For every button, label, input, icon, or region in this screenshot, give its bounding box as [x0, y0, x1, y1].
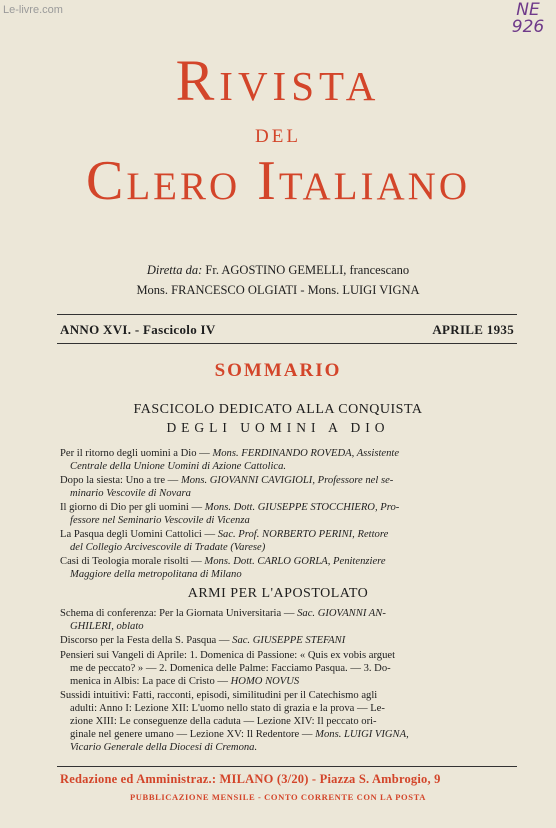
handwritten-note: [503, 2, 553, 36]
issue-line: [60, 322, 514, 338]
masthead: [0, 50, 556, 212]
entry-continuation: zione XIII: Le conseguenze della caduta — Lezione XIV: Il peccato ori-: [70, 716, 377, 727]
entry-continuation: me de peccato? » — 2. Domenica delle Palme: Facciamo Pasqua. — 3. Do-: [70, 663, 391, 674]
entry-continuation: Maggiore della metropolitana di Milano: [70, 569, 242, 580]
directors-line1: [0, 260, 556, 280]
section1-heading-line2: DEGLI UOMINI A DIO: [166, 420, 390, 435]
section2-heading: ARMI PER L'APOSTOLATO: [187, 586, 369, 601]
issue-date: APRILE 1935: [432, 322, 514, 337]
entry-title: Schema di conferenza: Per la Giornata Universitaria —: [60, 608, 295, 619]
entry-continuation: minario Vescovile di Novara: [70, 488, 191, 499]
toc-entry: [60, 555, 498, 581]
entry-continuation: del Collegio Arcivescovile di Tradate (Varese): [70, 542, 266, 553]
entry-title: Pensieri sui Vangeli di Aprile: 1. Domenica di Passione: « Quis ex vobis arguet: [60, 650, 396, 661]
entry-continuation: adulti: Anno I: Lezione XII: L'uomo nello stato di grazia e la prova — Le-: [70, 703, 385, 714]
toc-entry: [60, 607, 498, 633]
directors-lead: Diretta da:: [146, 263, 203, 277]
toc-entry: [60, 447, 498, 473]
entry-author: Mons. Dott. CARLO GORLA, Penitenziere: [204, 556, 386, 567]
watermark: Le-livre.com: [3, 4, 63, 16]
toc-entry: [60, 689, 498, 754]
entry-author: Mons. Dott. GIUSEPPE STOCCHIERO, Pro-: [204, 502, 400, 513]
directors-line1-rest: Fr. AGOSTINO GEMELLI, francescano: [205, 263, 410, 277]
entry-title: Casi di Teologia morale risolti —: [60, 556, 202, 567]
section1-heading-line1: FASCICOLO DEDICATO ALLA CONQUISTA: [133, 402, 423, 417]
entry-author: Sac. GIOVANNI AN-: [297, 608, 386, 619]
masthead-line2: del: [255, 118, 301, 148]
entry-title: Discorso per la Festa della S. Pasqua —: [60, 635, 230, 646]
toc-entry: [60, 501, 498, 527]
entry-title: Per il ritorno degli uomini a Dio —: [60, 448, 210, 459]
footer-rule: [57, 766, 517, 767]
directors-block: [0, 260, 556, 300]
entry-author: Sac. Prof. NORBERTO PERINI, Rettore: [217, 529, 389, 540]
footer-address: Redazione ed Amministraz.: MILANO (3/20) - Piazza S. Ambrogio, 9: [60, 772, 441, 786]
toc-entry: [60, 649, 498, 688]
entry-author: Mons. GIOVANNI CAVIGIOLI, Professore nel se-: [180, 475, 394, 486]
toc-entry: [60, 474, 498, 500]
toc-entry: [60, 634, 498, 647]
entry-continuation: Vicario Generale della Diocesi di Cremona.: [70, 742, 258, 753]
entry-continuation: fessore nel Seminario Vescovile di Vicenza: [70, 515, 250, 526]
handwritten-note-line2: 926: [511, 17, 545, 37]
toc-entry: [60, 528, 498, 554]
issue-rule: [57, 343, 517, 344]
directors-line2: Mons. FRANCESCO OLGIATI - Mons. LUIGI VIGNA: [136, 283, 420, 297]
entry-title: Dopo la siesta: Uno a tre —: [60, 475, 179, 486]
entry-continuation: menica in Albis: La pace di Cristo —: [70, 676, 228, 687]
entry-title: La Pasqua degli Uomini Cattolici —: [60, 529, 216, 540]
top-rule: [57, 314, 517, 315]
masthead-line3: Clero Italiano: [86, 150, 470, 212]
entry-title: Sussidi intuitivi: Fatti, racconti, episodi, similitudini per il Catechismo agli: [60, 690, 378, 701]
entry-author: Mons. LUIGI VIGNA,: [315, 729, 409, 740]
issue-number: ANNO XVI. - Fascicolo IV: [60, 322, 216, 337]
handwritten-note-line1: NE: [516, 0, 540, 20]
entry-continuation: GHILERI, oblato: [70, 621, 144, 632]
footer-subscription: PUBBLICAZIONE MENSILE - CONTO CORRENTE CON LA POSTA: [130, 792, 426, 802]
entry-author: Sac. GIUSEPPE STEFANI: [232, 635, 346, 646]
sommario-heading: SOMMARIO: [214, 360, 342, 381]
entry-continuation: ginale nel genere umano — Lezione XV: Il Redentore —: [70, 729, 313, 740]
entry-title: Il giorno di Dio per gli uomini —: [60, 502, 203, 513]
entry-author: Mons. FERDINANDO ROVEDA, Assistente: [212, 448, 400, 459]
entry-author: HOMO NOVUS: [230, 676, 300, 687]
masthead-line1: Rivista: [175, 48, 381, 113]
entry-continuation: Centrale della Unione Uomini di Azione Cattolica.: [70, 461, 287, 472]
